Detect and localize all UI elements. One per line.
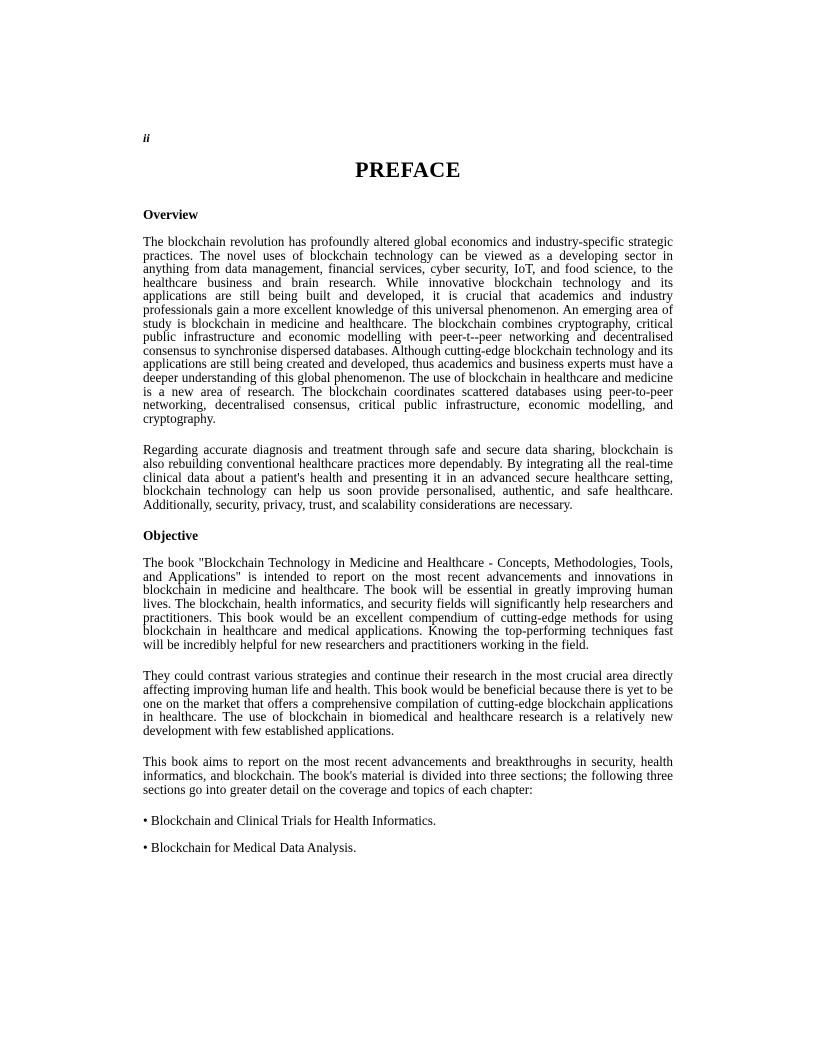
overview-paragraph-2: Regarding accurate diagnosis and treatment through safe and secure data sharing, blockchain is also rebuilding conventional healthcare practices more dependably. By integrating all the real-time clinical data about a patient's health and presenting it in an advanced secure healthcare setting, blockchain technology can help us soon provide personalised, authentic, and safe healthcare. Additionally, security, privacy, trust, and scalability considerations are necessary. (143, 442, 673, 512)
overview-heading: Overview (143, 207, 199, 222)
overview-paragraph-1: The blockchain revolution has profoundly altered global economics and industry-specific strategic practices. The novel uses of blockchain technology can be viewed as a developing sector in anything from data management, financial services, cyber security, IoT, and food science, to the healthcare business and brain research. While innovative blockchain technology and its applications are still being built and developed, it is crucial that academics and industry professionals gain a more excellent knowledge of this universal phenomenon. An emerging area of study is blockchain in medicine and healthcare. The blockchain combines cryptography, critical public infrastructure and economic modelling with peer-t--peer networking and decentralised consensus to synchronise dispersed databases. Although cutting-edge blockchain technology and its applications are still being created and developed, thus academics and business experts must have a deeper understanding of this global phenomenon. The use of blockchain in healthcare and medicine is a new area of research. The blockchain coordinates scattered databases using peer-to-peer networking, decentralised consensus, critical public infrastructure, economic modelling, and cryptography. (143, 234, 673, 426)
bullet-item-health-informatics: • Blockchain and Clinical Trials for Health Informatics. (143, 813, 437, 829)
page-number: ii (143, 131, 150, 145)
objective-paragraph-2: They could contrast various strategies and continue their research in the most crucial area directly affecting improving human life and health. This book would be beneficial because there is yet to be one on the market that offers a comprehensive compilation of cutting-edge blockchain applications in healthcare. The use of blockchain in biomedical and healthcare research is a relatively new development with few established applications. (143, 668, 673, 738)
objective-paragraph-3: This book aims to report on the most recent advancements and breakthroughs in security, health informatics, and blockchain. The book's material is divided into three sections; the following three sections go into greater detail on the coverage and topics of each chapter: (143, 754, 673, 797)
page-title: PREFACE (355, 157, 461, 182)
objective-paragraph-1: The book "Blockchain Technology in Medicine and Healthcare - Concepts, Methodologies, Tools, and Applications" is intended to report on the most recent advancements and innovations in blockchain in medicine and healthcare. The book will be essential in greatly improving human lives. The blockchain, health informatics, and security fields will significantly help researchers and practitioners. This book would be an excellent compendium of cutting-edge methods for using blockchain in healthcare and medical applications. Knowing the top-performing techniques fast will be incredibly helpful for new researchers and practitioners working in the field. (143, 555, 673, 652)
objective-heading: Objective (143, 528, 199, 544)
bullet-item-medical-data-analysis: • Blockchain for Medical Data Analysis. (143, 839, 357, 855)
